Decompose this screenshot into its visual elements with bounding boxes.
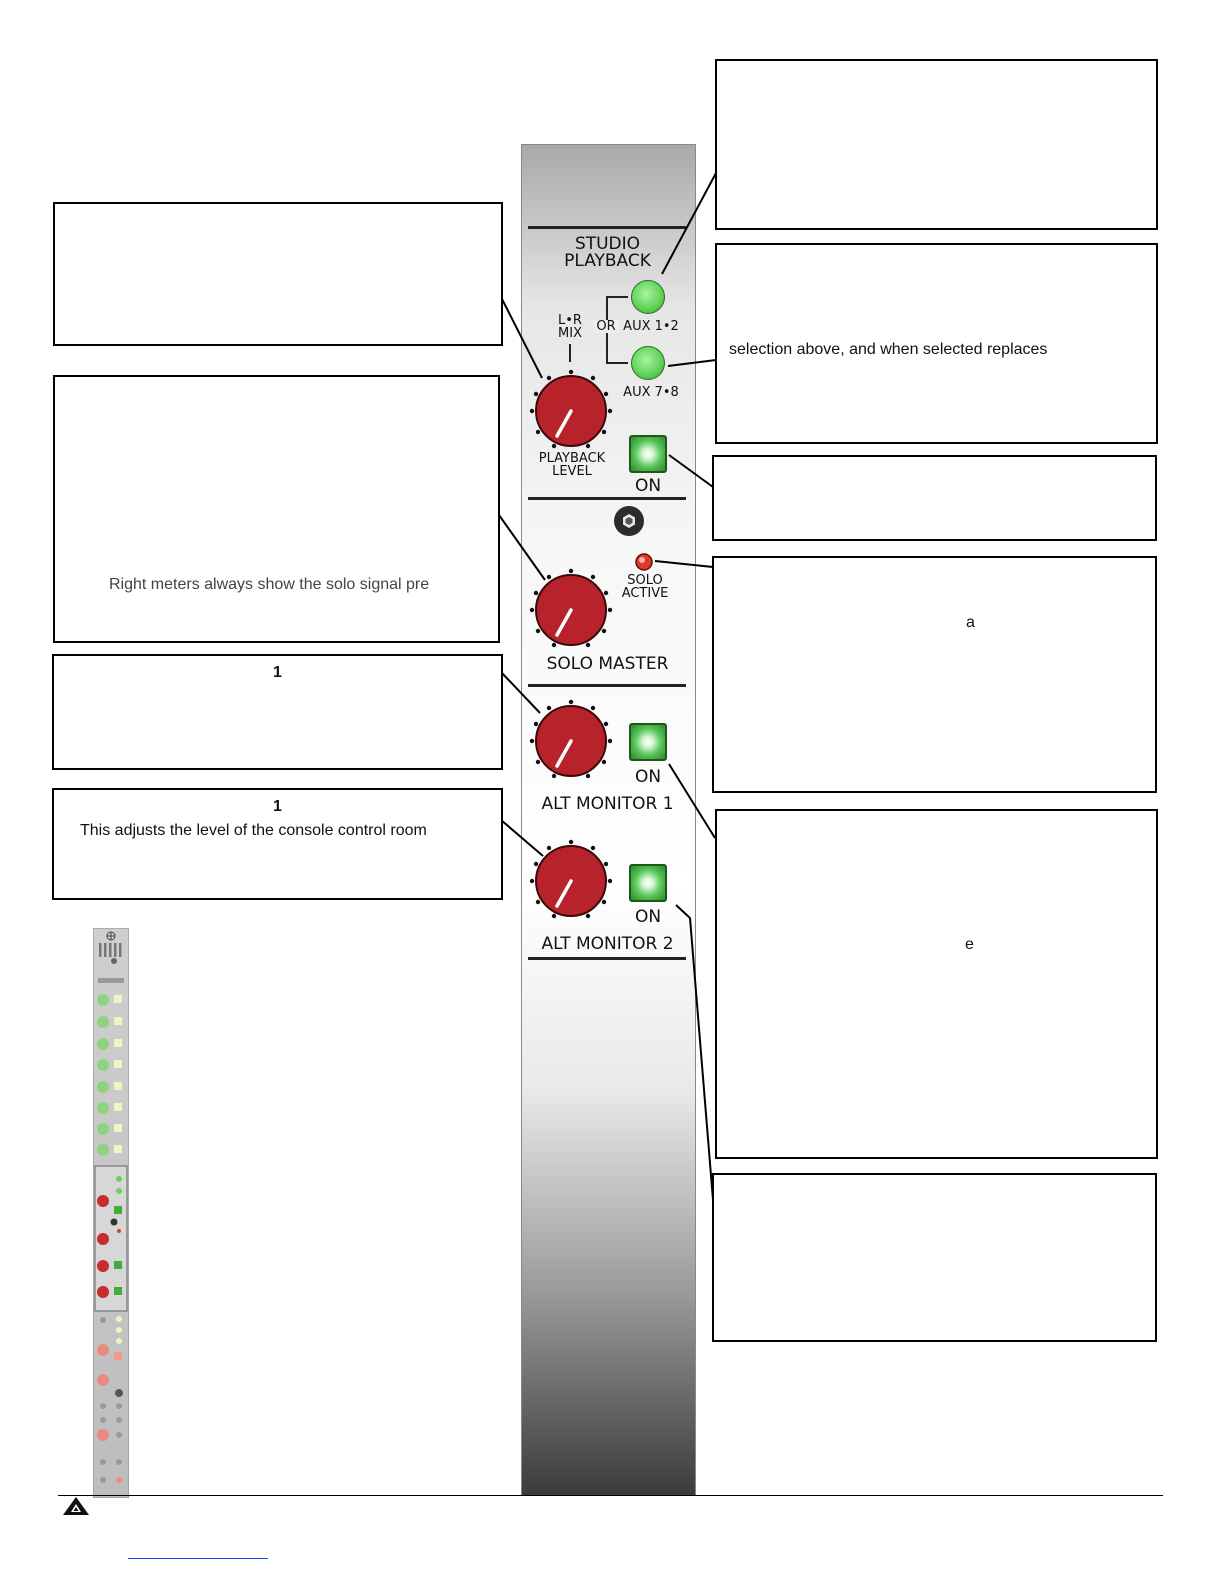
callout-solo-master-text: Right meters always show the solo signal pre [109,576,430,593]
callout-alt-monitor-2 [52,788,503,900]
callout-solo-master [53,375,500,643]
alt-monitor-2-on-label: ON [634,907,662,927]
callout-alt-monitor-2-text: This adjusts the level of the console control room [80,822,427,839]
callout-aux-7-8 [715,243,1158,444]
callout-alt-monitor-on [715,809,1158,1159]
callout-solo-active [712,556,1157,793]
playback-level-label: PLAYBACK LEVEL [538,451,606,479]
or-label: OR [593,320,619,333]
solo-active-label: SOLO ACTIVE [621,573,669,601]
company-logo-icon [62,1496,90,1516]
callout-alt-monitor-2-on [712,1173,1157,1342]
callout-playback-level [53,202,503,346]
playback-on-label: ON [634,476,662,496]
solo-master-label: SOLO MASTER [546,654,669,674]
callout-alt-monitor-1-title: 1 [273,664,282,681]
studio-playback-header: STUDIO PLAYBACK [564,234,651,271]
callout-alt-monitor-on-char: e [965,936,974,953]
footer-rule [58,1495,1163,1496]
alt-monitor-1-label: ALT MONITOR 1 [541,794,674,814]
callout-alt-monitor-2-title: 1 [273,798,282,815]
alt-monitor-1-on-label: ON [634,767,662,787]
footer-link[interactable] [128,1558,268,1559]
aux-1-2-label: AUX 1•2 [623,319,679,334]
callout-aux-7-8-text: selection above, and when selected replaces [729,341,1048,358]
callout-aux-1-2 [715,59,1158,230]
callout-solo-active-char: a [966,614,975,631]
alt-monitor-2-label: ALT MONITOR 2 [541,934,674,954]
callout-playback-on [712,455,1157,541]
aux-7-8-label: AUX 7•8 [623,385,679,400]
console-overview-thumbnail [93,928,129,1498]
lr-mix-label: L•R MIX [558,313,582,341]
callout-alt-monitor-1 [52,654,503,770]
